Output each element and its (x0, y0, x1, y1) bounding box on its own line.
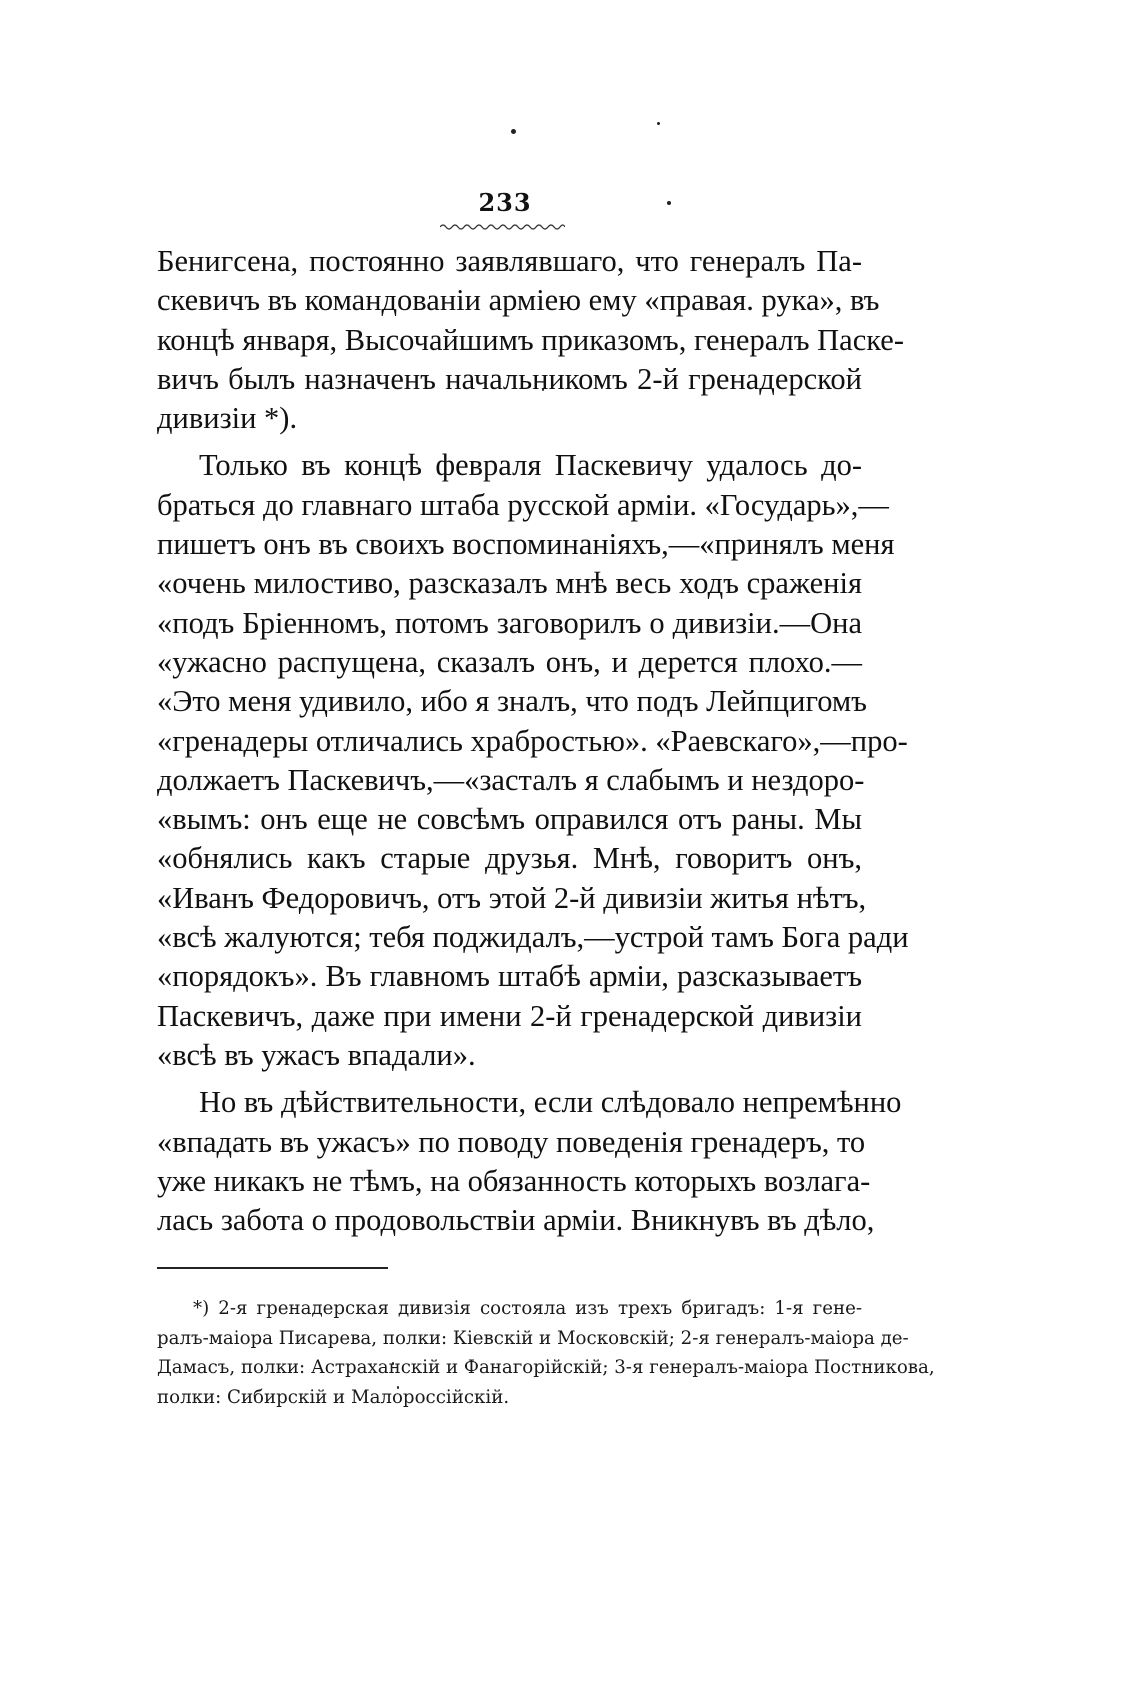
footnote-line: Дамасъ, полки: Астраханскій и Фанагорійскій; 3-я генералъ-маіора Постникова, (157, 1357, 935, 1378)
text-line: браться до главнаго штаба русской арміи. «Государь»,— (157, 487, 889, 522)
scan-speck (667, 201, 671, 205)
page-number: 233 (478, 188, 532, 217)
text-line: «Это меня удивило, ибо я зналъ, что подъ Лейпцигомъ (157, 684, 867, 719)
paragraph (157, 242, 904, 438)
text-line: дивизіи *). (157, 401, 298, 436)
text-line: «ужасно распущена, сказалъ онъ, и дерется плохо.— (157, 644, 862, 679)
text-line: лась забота о продовольствіи арміи. Вникнувъ въ дѣло, (157, 1203, 875, 1238)
text-line: Только въ концѣ февраля Паскевичу удалось до- (199, 448, 862, 483)
scan-speck (511, 129, 516, 134)
text-line: «Иванъ Федоровичъ, отъ этой 2-й дивизіи житья нѣтъ, (157, 880, 867, 915)
page-number-ornament (440, 222, 565, 230)
footnote (157, 1294, 935, 1412)
text-line: вичъ былъ назначенъ начальникомъ 2-й гренадерской (157, 361, 862, 396)
text-line: «всѣ жалуются; тебя поджидалъ,—устрой тамъ Бога ради (157, 920, 909, 955)
text-line: скевичъ въ командованіи арміею ему «правая. рука», въ (157, 283, 880, 318)
paragraph (157, 1083, 902, 1240)
text-line: Но въ дѣйствительности, если слѣдовало непремѣнно (199, 1085, 902, 1120)
text-line: «очень милостиво, разсказалъ мнѣ весь ходъ сраженія (157, 566, 862, 601)
text-line: должаетъ Паскевичъ,—«засталъ я слабымъ и нездоро- (157, 762, 865, 797)
text-line: «подъ Бріенномъ, потомъ заговорилъ о дивизіи.—Она (157, 605, 862, 640)
text-line: «всѣ въ ужасъ впадали». (157, 1037, 476, 1072)
footnote-line: ралъ-маіора Писарева, полки: Кіевскій и Московскій; 2-я генералъ-маіора де- (157, 1327, 909, 1349)
text-line: Паскевичъ, даже при имени 2-й гренадерской дивизіи (157, 998, 862, 1033)
text-line: «порядокъ». Въ главномъ штабѣ арміи, разсказываетъ (157, 959, 862, 994)
text-line: пишетъ онъ въ своихъ воспоминаніяхъ,—«принялъ меня (157, 527, 895, 562)
text-line: «вымъ: онъ еще не совсѣмъ оправился отъ раны. Мы (157, 802, 862, 837)
footnote-divider (157, 1267, 388, 1269)
footnote-line: полки: Сибирскій и Малороссійскій. (157, 1386, 510, 1408)
footnote-line: *) 2-я гренадерская дивизія состояла изъ трехъ бригадъ: 1-я гене- (193, 1298, 862, 1319)
text-line: Бенигсена, постоянно заявлявшаго, что генералъ Па- (157, 244, 862, 278)
main-text (157, 242, 909, 1240)
scan-speck (657, 122, 660, 125)
paragraph (157, 446, 909, 1075)
text-line: «обнялись какъ старые друзья. Мнѣ, говоритъ онъ, (157, 841, 862, 876)
text-line: уже никакъ не тѣмъ, на обязанность которыхъ возлага- (157, 1163, 871, 1198)
text-line: концѣ января, Высочайшимъ приказомъ, генералъ Паске- (157, 322, 904, 357)
text-line: «гренадеры отличались храбростью». «Раевскаго»,—про- (157, 723, 908, 758)
text-line: «впадать въ ужасъ» по поводу поведенія гренадеръ, то (157, 1124, 866, 1159)
